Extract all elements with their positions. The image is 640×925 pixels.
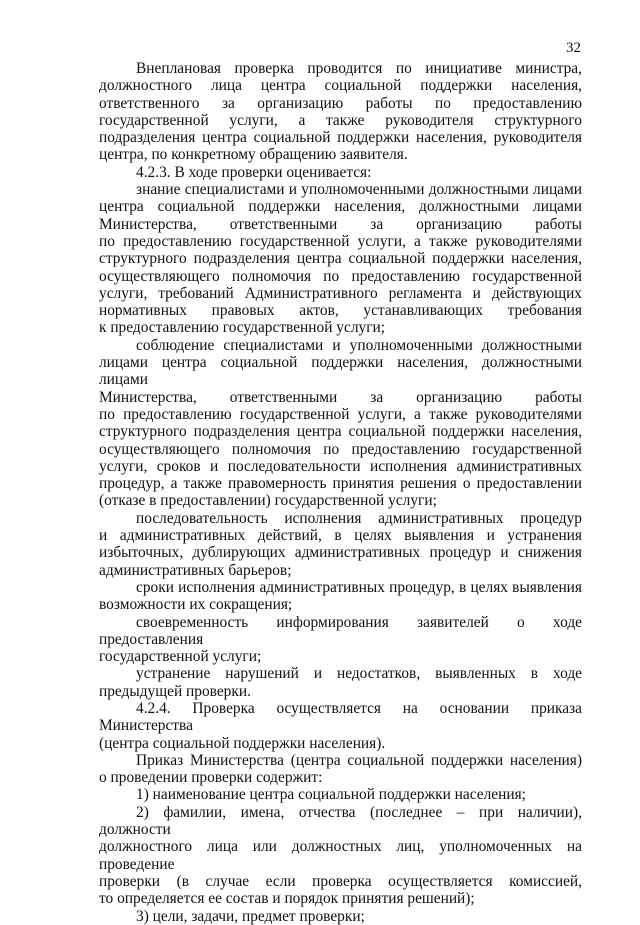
- text-line: услуги, сроков и последовательности исполнения административных: [99, 457, 582, 475]
- text-line: (центра социальной поддержки населения).: [99, 734, 386, 752]
- text-line: своевременность информирования заявителей о ходе предоставления: [99, 613, 582, 648]
- text-line: структурного подразделения центра социальной поддержки населения,: [99, 250, 582, 268]
- text-line: 1) наименование центра социальной поддержки населения;: [136, 786, 526, 804]
- text-line: то определяется ее состав и порядок принятия решений);: [99, 890, 475, 908]
- text-line: 3) цели, задачи, предмет проверки;: [136, 907, 365, 925]
- text-line: Приказ Министерства (центра социальной поддержки населения): [136, 751, 582, 769]
- text-line: предыдущей проверки.: [99, 682, 251, 700]
- text-line: государственной услуги;: [99, 648, 262, 666]
- text-line: осуществляющего полномочия по предоставлению государственной: [99, 267, 582, 285]
- text-line: 4.2.3. В ходе проверки оценивается:: [136, 163, 372, 181]
- document-body: [99, 60, 582, 925]
- text-line: лицами центра социальной поддержки населения, должностными лицами: [99, 354, 582, 389]
- text-line: административных барьеров;: [99, 561, 292, 579]
- text-line: нормативных правовых актов, устанавливающих требования: [99, 302, 582, 320]
- text-line: услуги, требований Административного регламента и действующих: [99, 284, 582, 302]
- text-line: центра, по конкретному обращению заявителя.: [99, 146, 408, 164]
- text-line: Министерства, ответственными за организацию работы: [99, 215, 582, 233]
- text-line: государственной услуги, а также руководителя структурного: [99, 111, 582, 129]
- text-line: 2) фамилии, имена, отчества (последнее – при наличии), должности: [99, 803, 582, 839]
- text-line: проверки (в случае если проверка осуществляется комиссией,: [99, 872, 582, 890]
- text-line: знание специалистами и уполномоченными должностными лицами: [136, 181, 582, 199]
- text-line: к предоставлению государственной услуги;: [99, 319, 386, 337]
- page-number: 32: [566, 40, 581, 56]
- text-line: соблюдение специалистами и уполномоченными должностными: [136, 336, 582, 354]
- text-line: (отказе в предоставлении) государственной услуги;: [99, 492, 437, 510]
- text-line: Министерства, ответственными за организацию работы: [99, 388, 582, 406]
- text-line: о проведении проверки содержит:: [99, 769, 323, 787]
- text-line: возможности их сокращения;: [99, 596, 293, 614]
- text-line: процедур, а также правомерность принятия решения о предоставлении: [99, 475, 582, 493]
- text-line: по предоставлению государственной услуги, а также руководителями: [99, 405, 582, 423]
- text-line: центра социальной поддержки населения, должностными лицами: [99, 198, 582, 216]
- text-line: последовательность исполнения административных процедур: [136, 509, 582, 527]
- text-line: структурного подразделения центра социальной поддержки населения,: [99, 423, 582, 441]
- text-line: 4.2.4. Проверка осуществляется на основании приказа Министерства: [99, 699, 582, 735]
- text-line: должностного лица или должностных лиц, уполномоченных на проведение: [99, 838, 582, 873]
- text-line: Внеплановая проверка проводится по инициативе министра,: [136, 60, 582, 77]
- text-line: подразделения центра социальной поддержки населения, руководителя: [99, 129, 582, 147]
- text-line: осуществляющего полномочия по предоставлению государственной: [99, 440, 582, 458]
- text-line: и административных действий, в целях выявления и устранения: [99, 527, 582, 545]
- text-line: устранение нарушений и недостатков, выявленных в ходе: [136, 665, 582, 683]
- text-line: по предоставлению государственной услуги, а также руководителями: [99, 232, 582, 250]
- text-line: ответственного за организацию работы по предоставлению: [99, 94, 582, 112]
- text-line: сроки исполнения административных процедур, в целях выявления: [136, 578, 582, 596]
- text-line: должностного лица центра социальной поддержки населения,: [99, 77, 582, 95]
- text-line: избыточных, дублирующих административных процедур и снижения: [99, 544, 582, 562]
